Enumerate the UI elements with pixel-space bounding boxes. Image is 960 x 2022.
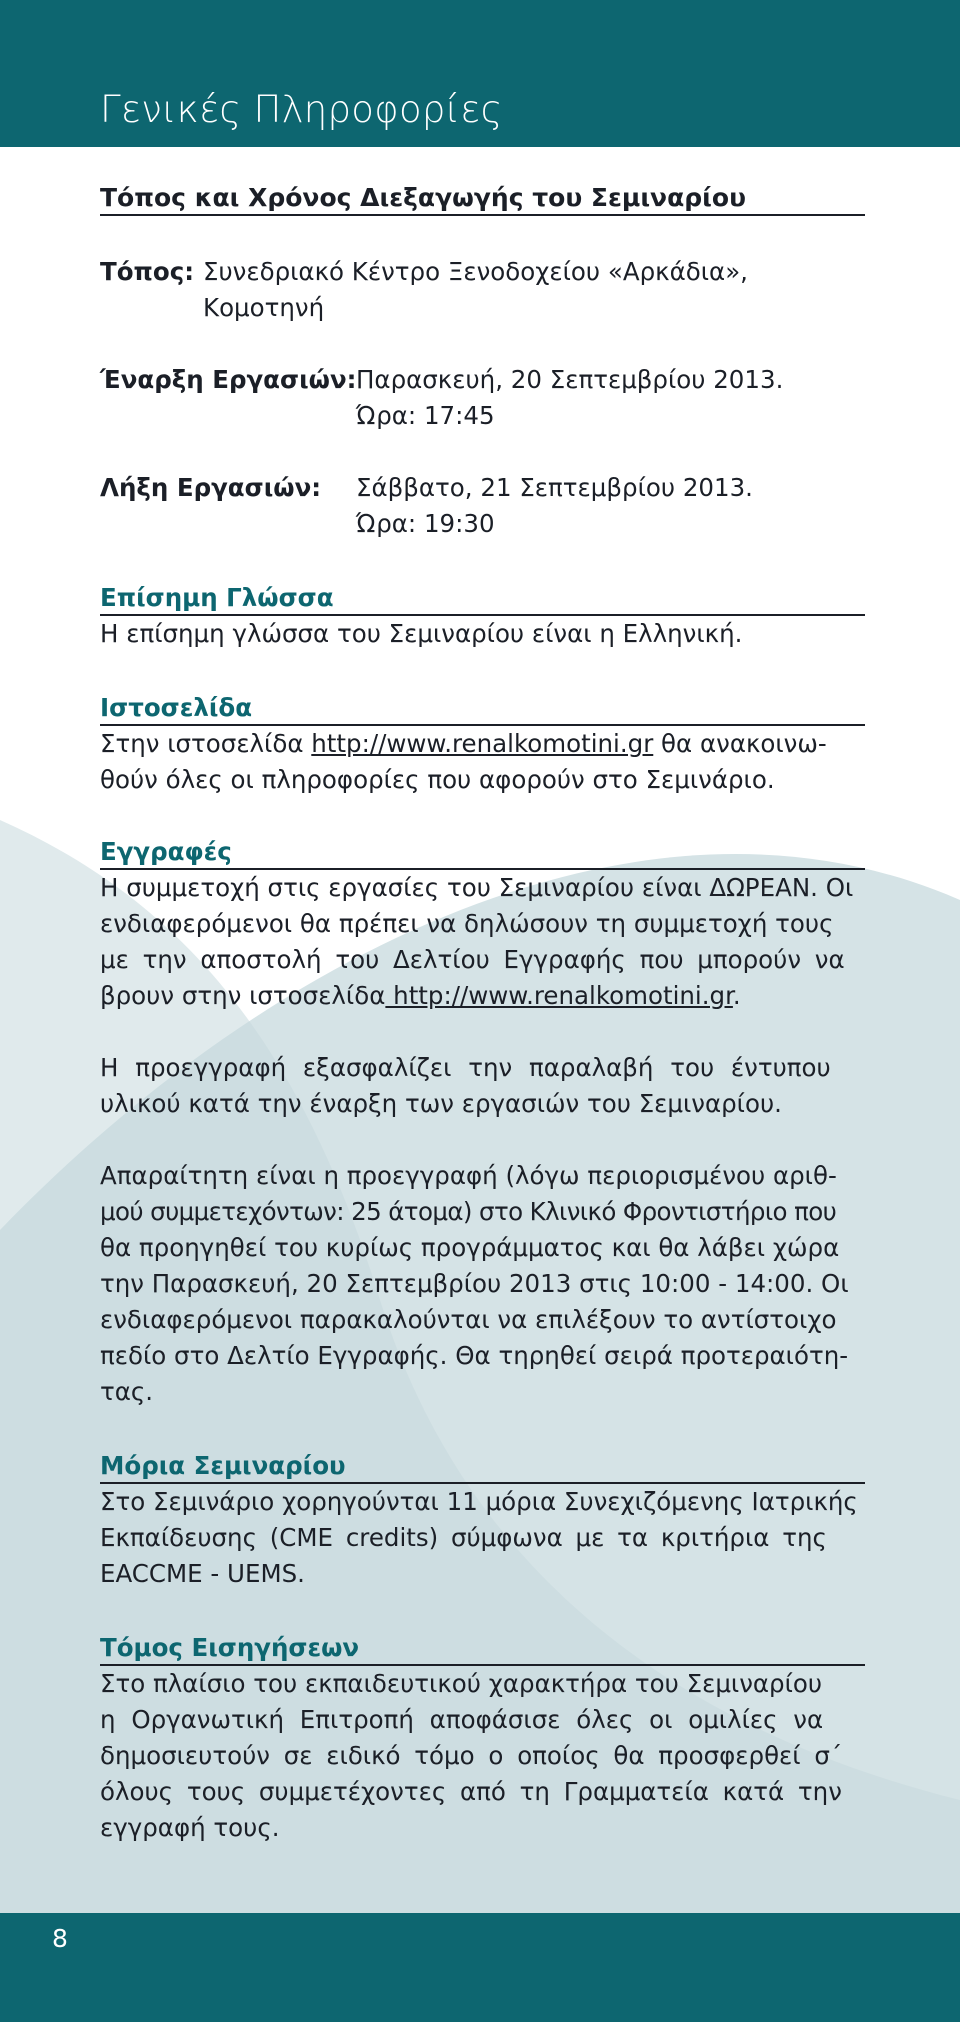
website-text-before: Στην ιστοσελίδα [100, 729, 312, 758]
end-date: Σάββατο, 21 Σεπτεμβρίου 2013. [356, 473, 753, 502]
registration-p3-line-4: την Παρασκευή, 20 Σεπτεμβρίου 2013 στις 10:00 - 14:00. Οι [100, 1269, 849, 1298]
registration-p3-line-1: Απαραίτητη είναι η προεγγραφή (λόγω περιορισμένου αριθ- [100, 1161, 837, 1190]
page-number: 8 [52, 1924, 68, 1953]
registration-p3-line-2: μού συμμετεχόντων: 25 άτομα) στο Κλινικό Φροντιστήριο που [100, 1197, 837, 1226]
website-line-1 [100, 726, 827, 762]
registration-p1-line-1: Η συμμετοχή στις εργασίες του Σεμιναρίου είναι ΔΩΡΕΑΝ. Οι [100, 873, 854, 902]
credits-line-2: Εκπαίδευσης (CME credits) σύμφωνα με τα κριτήρια της [100, 1523, 827, 1552]
proceedings-line-5: εγγραφή τους. [100, 1813, 280, 1842]
website-heading: Ιστοσελίδα [100, 693, 253, 722]
registration-p1-line-4 [100, 978, 741, 1014]
language-text: Η επίσημη γλώσσα του Σεμιναρίου είναι η Ελληνική. [100, 619, 743, 648]
credits-heading: Μόρια Σεμιναρίου [100, 1451, 346, 1480]
registration-p1-line-3: με την αποστολή του Δελτίου Εγγραφής που μπορούν να [100, 945, 845, 974]
place-line-1: Συνεδριακό Κέντρο Ξενοδοχείου «Αρκάδια», [203, 257, 748, 286]
registration-p3-line-6: πεδίο στο Δελτίο Εγγραφής. Θα τηρηθεί σειρά προτεραιότη- [100, 1341, 849, 1370]
footer-band [0, 1913, 960, 2022]
start-date: Παρασκευή, 20 Σεπτεμβρίου 2013. [356, 365, 784, 394]
website-text-after: θα ανακοινω- [653, 729, 827, 758]
credits-line-1: Στο Σεμινάριο χορηγούνται 11 μόρια Συνεχιζόμενης Ιατρικής [100, 1487, 858, 1516]
place-label: Τόπος: [100, 257, 195, 286]
language-heading: Επίσημη Γλώσσα [100, 583, 334, 612]
registration-p2-line-1: Η προεγγραφή εξασφαλίζει την παραλαβή του έντυπου [100, 1053, 831, 1082]
end-label: Λήξη Εργασιών: [100, 473, 322, 502]
website-link[interactable]: http://www.renalkomotini.gr [311, 729, 654, 758]
registration-link[interactable]: http://www.renalkomotini.gr [385, 981, 733, 1010]
proceedings-heading: Τόμος Εισηγήσεων [100, 1633, 360, 1662]
start-label: Έναρξη Εργασιών: [100, 365, 357, 394]
registration-text-after-link: . [732, 981, 741, 1010]
page-title: Γενικές Πληροφορίες [100, 88, 503, 131]
proceedings-line-1: Στο πλαίσιο του εκπαιδευτικού χαρακτήρα του Σεμιναρίου [100, 1669, 823, 1698]
end-time: Ώρα: 19:30 [356, 509, 495, 538]
proceedings-line-2: η Οργανωτική Επιτροπή αποφάσισε όλες οι ομιλίες να [100, 1705, 824, 1734]
proceedings-line-3: δημοσιευτούν σε ειδικό τόμο ο οποίος θα προσφερθεί σ΄ [100, 1741, 843, 1770]
registration-p2-line-2: υλικού κατά την έναρξη των εργασιών του Σεμιναρίου. [100, 1089, 782, 1118]
venue-heading: Τόπος και Χρόνος Διεξαγωγής του Σεμιναρίου [100, 183, 746, 212]
venue-heading-rule [100, 214, 865, 216]
registration-p1-line-2: ενδιαφερόμενοι θα πρέπει να δηλώσουν τη συμμετοχή τους [100, 909, 834, 938]
website-line-2: θούν όλες οι πληροφορίες που αφορούν στο Σεμινάριο. [100, 765, 775, 794]
place-line-2: Κομοτηνή [203, 293, 325, 322]
registration-p3-line-3: θα προηγηθεί του κυρίως προγράμματος και θα λάβει χώρα [100, 1233, 840, 1262]
credits-line-3: EACCME - UEMS. [100, 1559, 305, 1588]
registration-p3-line-5: ενδιαφερόμενοι παρακαλούνται να επιλέξουν το αντίστοιχο [100, 1305, 837, 1334]
registration-heading: Εγγραφές [100, 837, 232, 866]
proceedings-line-4: όλους τους συμμετέχοντες από τη Γραμματεία κατά την [100, 1777, 842, 1806]
registration-p3-line-7: τας. [100, 1377, 154, 1406]
registration-text-before-link: βρουν στην ιστοσελίδα [100, 981, 386, 1010]
start-time: Ώρα: 17:45 [356, 401, 495, 430]
